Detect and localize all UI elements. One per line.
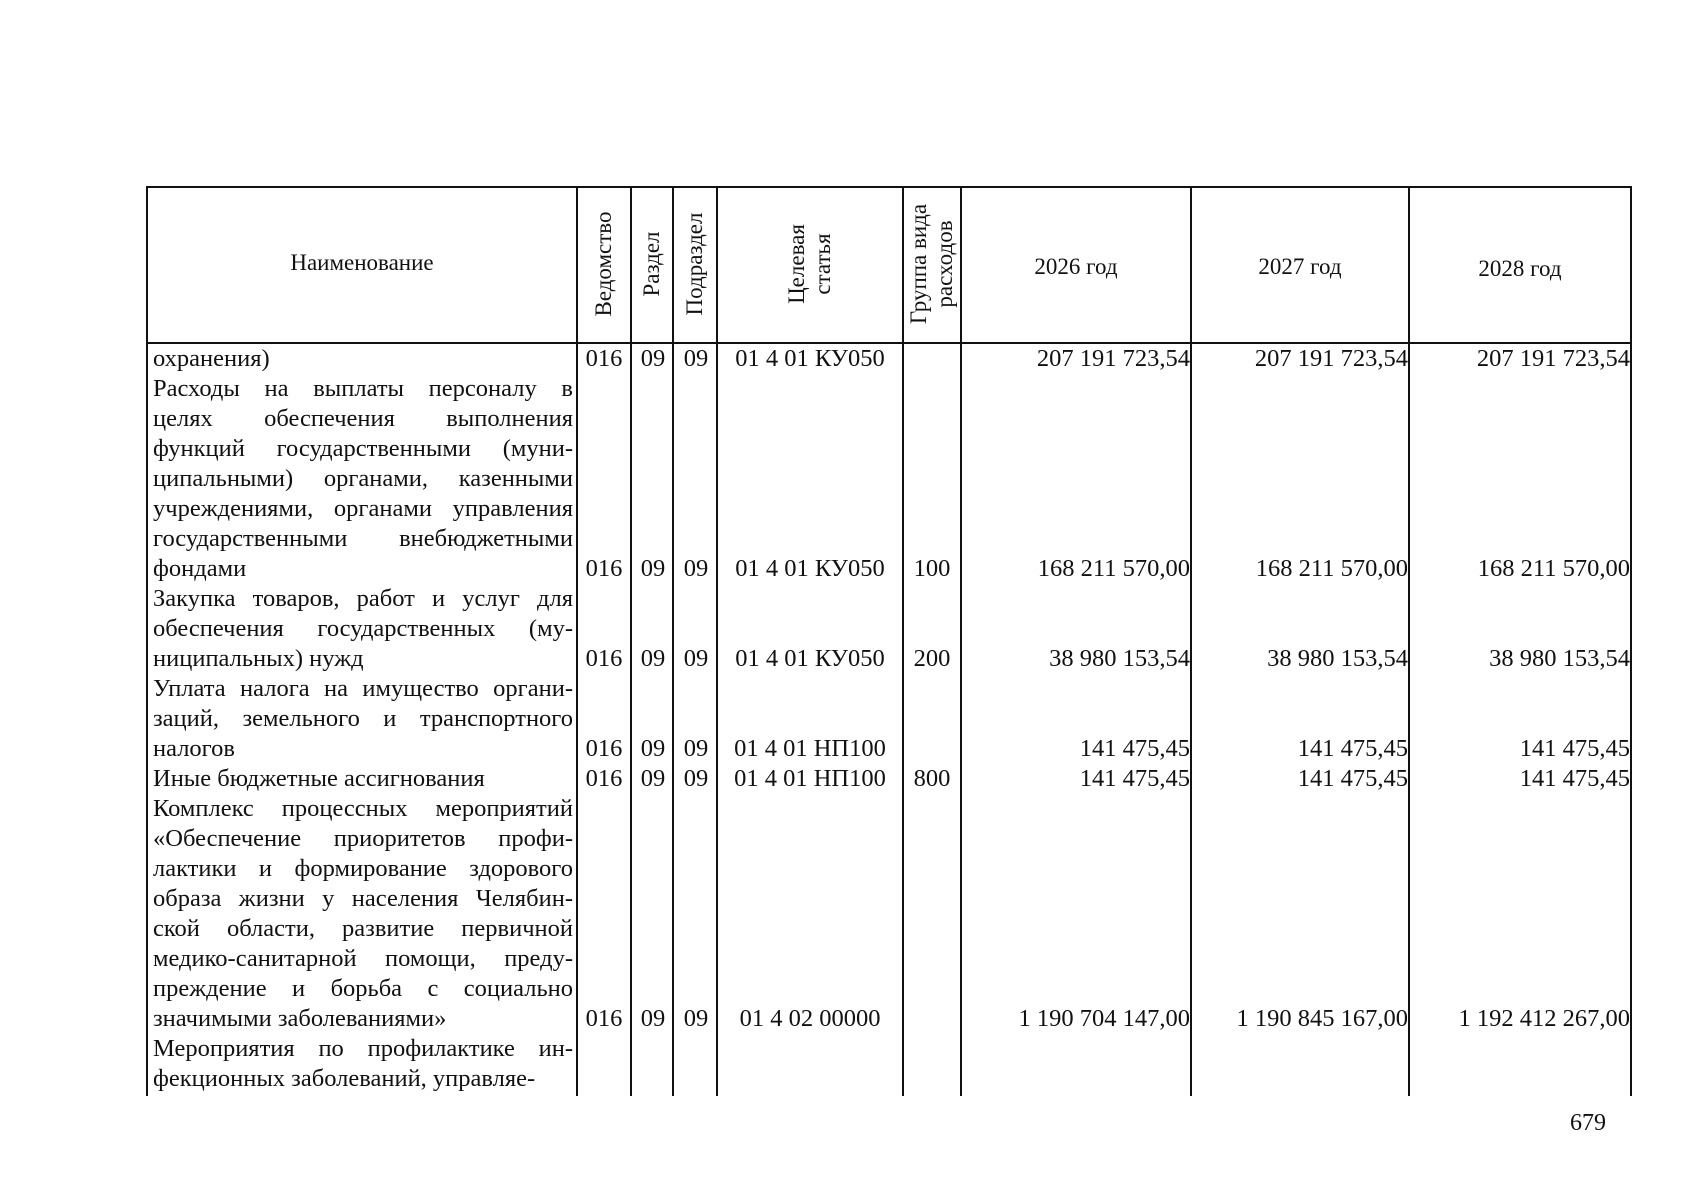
cell-podrazdel: 09: [683, 765, 709, 792]
row-name-line: Уплата налога на имущество органи-: [153, 675, 573, 702]
row-name-line: целях обеспечения выполнения: [153, 405, 573, 432]
cell-gruppa: 800: [913, 765, 951, 792]
page-number: 679: [1570, 1110, 1606, 1136]
cell-y2026: 141 475,45: [1079, 765, 1190, 792]
cell-celevaya-statya: 01 4 02 00000: [739, 1005, 881, 1032]
header-name: Наименование: [290, 250, 434, 275]
row-name-line: Закупка товаров, работ и услуг для: [153, 585, 573, 612]
cell-y2026: 207 191 723,54: [1036, 345, 1190, 372]
row-name-line: «Обеспечение приоритетов профи-: [153, 825, 573, 852]
cell-y2028: [1410, 1064, 1630, 1094]
cell-y2028: 168 211 570,00: [1477, 555, 1630, 582]
cell-podrazdel: 09: [683, 555, 709, 582]
cell-y2027: 207 191 723,54: [1254, 345, 1408, 372]
cell-razdel: [634, 1064, 672, 1094]
header-vedomstvo: Ведомство: [591, 211, 616, 317]
header-celevaya-line2: статья: [810, 233, 835, 295]
cell-y2026: 168 211 570,00: [1037, 555, 1190, 582]
cell-podrazdel: 09: [683, 1005, 709, 1032]
cell-y2026: 38 980 153,54: [1049, 645, 1190, 672]
row-name-line: Иные бюджетные ассигнования: [153, 765, 485, 792]
row-name-line: Расходы на выплаты персоналу в: [153, 375, 573, 402]
header-razdel: Раздел: [639, 231, 664, 297]
header-podrazdel: Подраздел: [682, 212, 707, 316]
cell-y2027: 38 980 153,54: [1267, 645, 1408, 672]
cell-celevaya-statya: [720, 1064, 900, 1094]
cell-celevaya-statya: 01 4 01 КУ050: [735, 645, 885, 672]
cell-y2027: 141 475,45: [1297, 735, 1408, 762]
header-celevaya-line1: Целевая: [784, 224, 809, 304]
row-name-line: медико-санитарной помощи, преду-: [153, 945, 573, 972]
cell-gruppa: [906, 344, 958, 374]
cell-podrazdel: 09: [683, 645, 709, 672]
col-divider-grp: [902, 186, 904, 1096]
row-name-line: ниципальных) нужд: [153, 645, 364, 672]
row-name-line: лактики и формирование здорового: [153, 855, 573, 882]
header-y2027: 2027 год: [1258, 254, 1342, 279]
cell-y2028: 141 475,45: [1519, 735, 1630, 762]
row-name-line: обеспечения государственных (му-: [153, 615, 573, 642]
col-divider-y2028: [1408, 186, 1410, 1096]
cell-razdel: 09: [640, 345, 666, 372]
cell-razdel: 09: [640, 765, 666, 792]
row-name-line: фондами: [153, 555, 247, 582]
table-left-border: [146, 186, 148, 1096]
cell-y2026: 141 475,45: [1079, 735, 1190, 762]
cell-gruppa: [906, 734, 958, 764]
cell-razdel: 09: [640, 645, 666, 672]
cell-celevaya-statya: 01 4 01 НП100: [734, 765, 886, 792]
cell-gruppa: 100: [913, 555, 951, 582]
header-gruppa-line1: Группа вида: [906, 203, 931, 325]
cell-y2026: [964, 1064, 1190, 1094]
cell-y2028: 141 475,45: [1519, 765, 1630, 792]
header-y2028: 2028 год: [1478, 256, 1562, 281]
cell-razdel: 09: [640, 735, 666, 762]
row-name-line: Комплекс процессных мероприятий: [153, 795, 573, 822]
row-name-line: значимыми заболеваниями»: [153, 1005, 447, 1032]
row-name-line: охранения): [153, 345, 270, 372]
row-name-line: ской области, развитие первичной: [153, 915, 573, 942]
cell-celevaya-statya: 01 4 01 НП100: [734, 735, 886, 762]
cell-podrazdel: [676, 1064, 716, 1094]
cell-y2028: 1 192 412 267,00: [1458, 1005, 1630, 1032]
cell-vedomstvo: 016: [585, 765, 623, 792]
cell-celevaya-statya: 01 4 01 КУ050: [735, 555, 885, 582]
row-name-line: заций, земельного и транспортного: [153, 705, 573, 732]
cell-podrazdel: 09: [683, 345, 709, 372]
cell-y2028: 38 980 153,54: [1489, 645, 1630, 672]
cell-y2027: 1 190 845 167,00: [1236, 1005, 1408, 1032]
cell-y2028: 207 191 723,54: [1476, 345, 1630, 372]
row-name-line: преждение и борьба с социально: [153, 975, 573, 1002]
row-name-line: образа жизни у населения Челябин-: [153, 885, 573, 912]
cell-vedomstvo: 016: [585, 735, 623, 762]
cell-gruppa: [906, 1064, 958, 1094]
row-name-line: государственными внебюджетными: [153, 525, 573, 552]
row-name-line: учреждениями, органами управления: [153, 495, 573, 522]
cell-vedomstvo: 016: [585, 345, 623, 372]
row-name-line: Мероприятия по профилактике ин-: [153, 1035, 573, 1062]
cell-y2027: [1192, 1064, 1408, 1094]
cell-razdel: 09: [640, 1005, 666, 1032]
col-divider-pod: [672, 186, 674, 1096]
header-y2026: 2026 год: [1034, 254, 1118, 279]
row-name-line: функций государственными (муни-: [153, 435, 573, 462]
cell-celevaya-statya: 01 4 01 КУ050: [735, 345, 885, 372]
col-divider-raz: [630, 186, 632, 1096]
col-divider-cel: [716, 186, 718, 1096]
header-gruppa-line2: расходов: [932, 220, 957, 308]
col-divider-y2027: [1190, 186, 1192, 1096]
cell-y2027: 168 211 570,00: [1255, 555, 1408, 582]
cell-y2026: 1 190 704 147,00: [1018, 1005, 1190, 1032]
cell-razdel: 09: [640, 555, 666, 582]
header-gruppa: [906, 204, 958, 324]
col-divider-ved: [576, 186, 578, 1096]
header-celevaya: [784, 224, 836, 304]
cell-gruppa: 200: [913, 645, 951, 672]
col-divider-y2026: [960, 186, 962, 1096]
table-right-border: [1630, 186, 1632, 1096]
cell-podrazdel: 09: [683, 735, 709, 762]
cell-y2027: 141 475,45: [1297, 765, 1408, 792]
cell-vedomstvo: [580, 1064, 628, 1094]
row-name-line: ципальными) органами, казенными: [153, 465, 573, 492]
cell-vedomstvo: 016: [585, 555, 623, 582]
row-name-line: налогов: [153, 735, 235, 762]
cell-vedomstvo: 016: [585, 1005, 623, 1032]
cell-vedomstvo: 016: [585, 645, 623, 672]
row-name-line: фекционных заболеваний, управляе-: [153, 1065, 536, 1092]
cell-gruppa: [906, 1004, 958, 1034]
